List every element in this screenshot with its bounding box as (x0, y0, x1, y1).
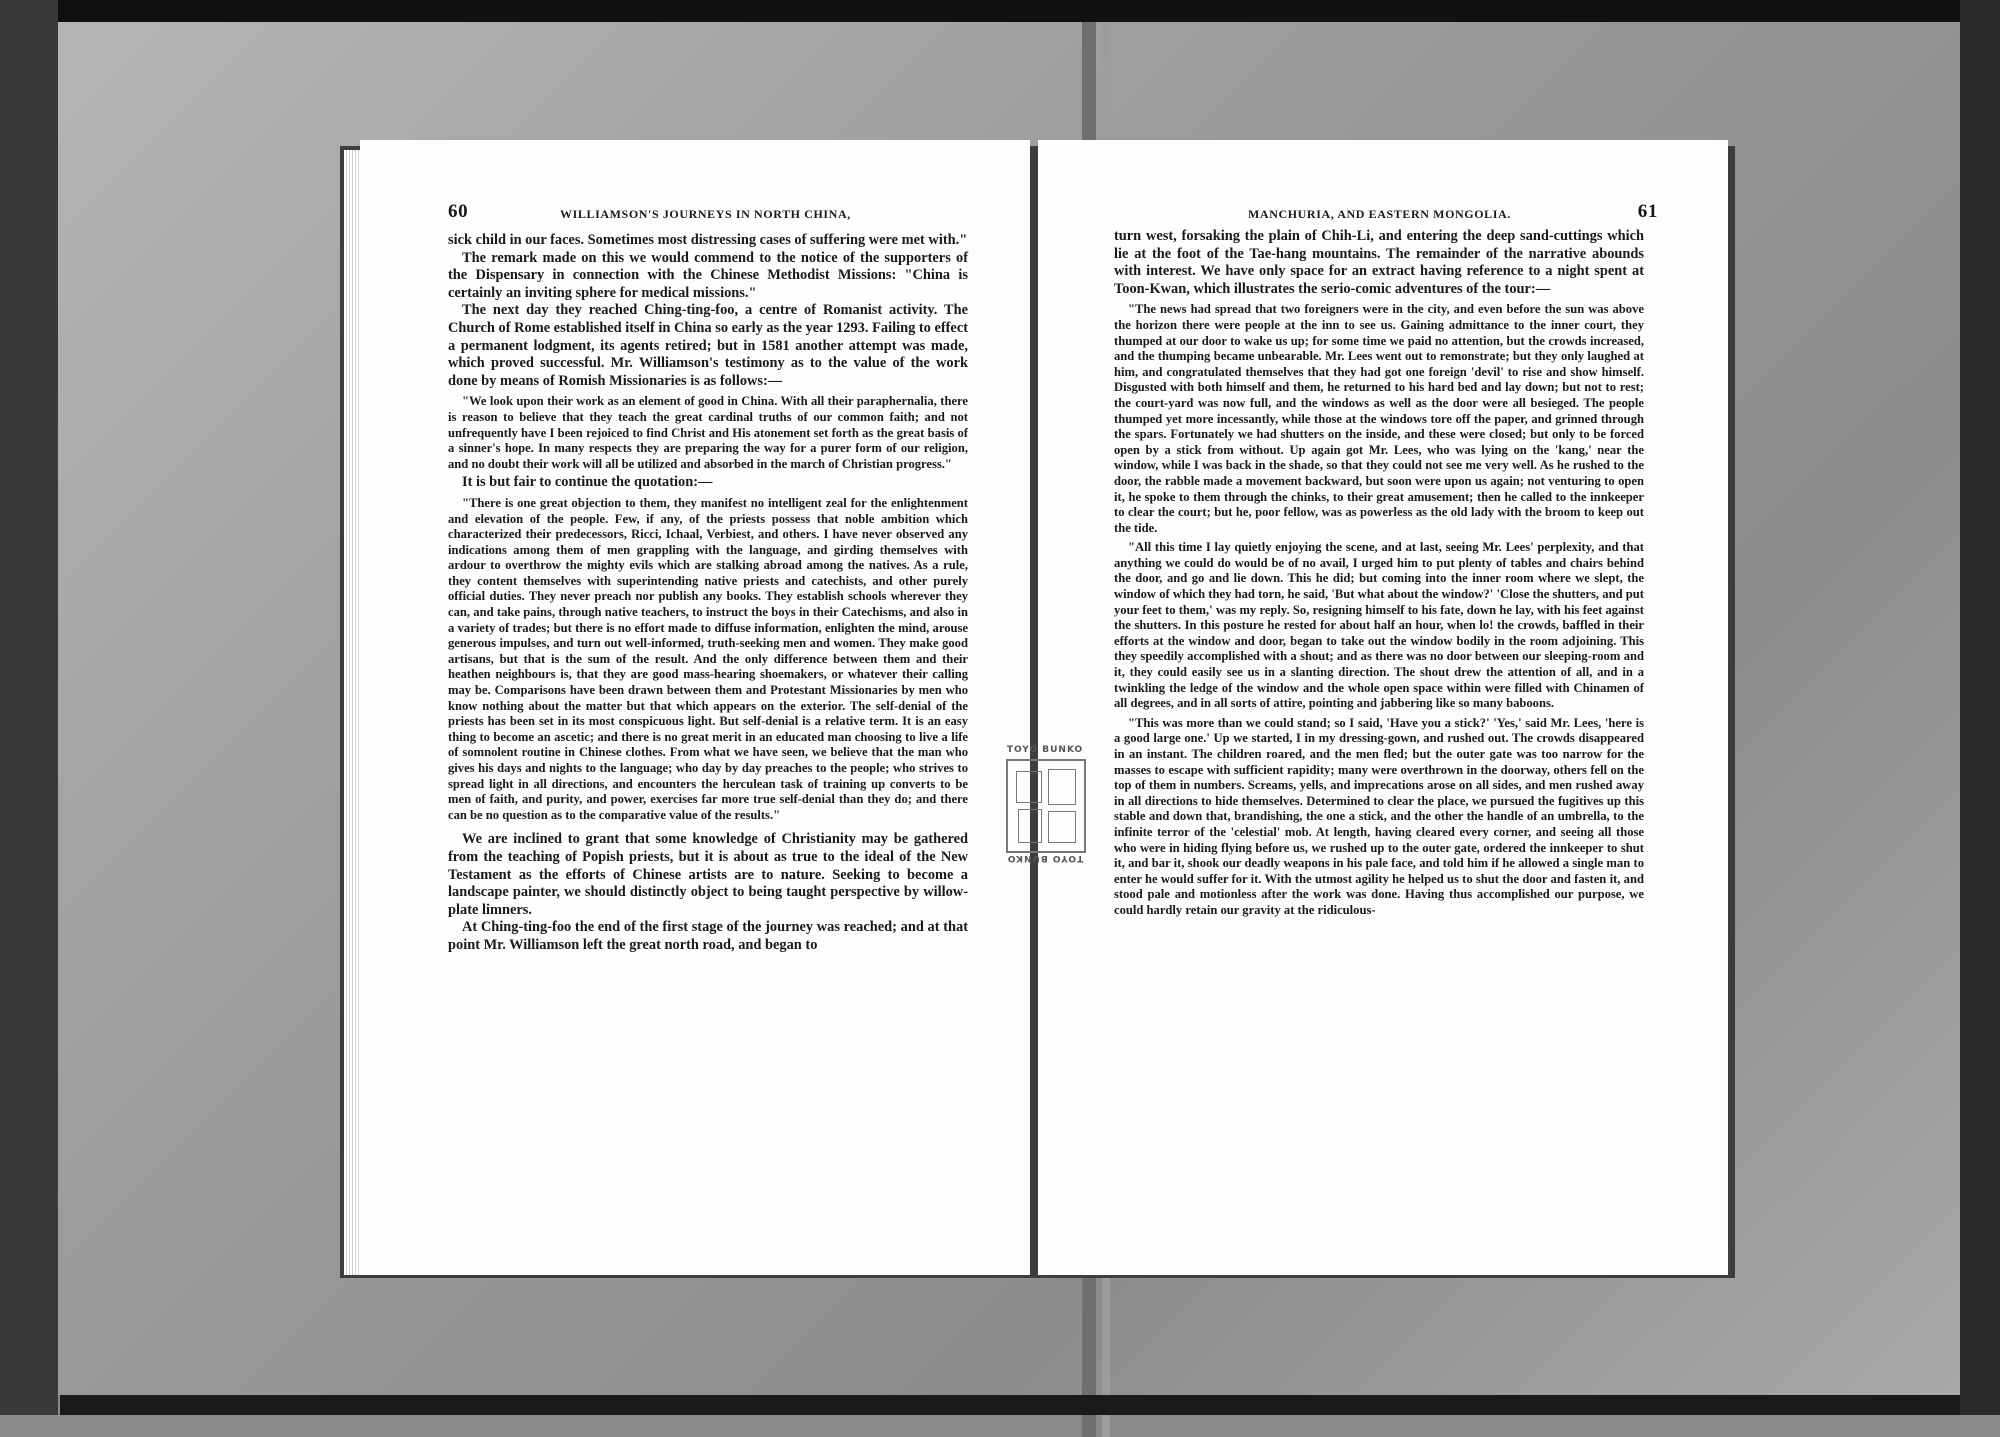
paragraph: It is but fair to continue the quotation:— (462, 474, 713, 491)
paragraph: The remark made on this we would commend to the notice of the supporters of the Dispensary in connection with the Chinese Methodist Missions: "China is certainly an inviting sphere for medical missions." (448, 249, 968, 301)
seal-glyph (1048, 769, 1076, 805)
paragraph: turn west, forsaking the plain of Chih-Li, and entering the deep sand-cuttings which lie at the foot of the Tae-hang mountains. The remainder of the narrative abounds with interest. We have only space for an extract having reference to a night spent at Toon-Kwan, which illustrates the serio-comic adventures of the tour:— (1114, 228, 1644, 297)
left-page (360, 140, 1030, 1275)
stamp-bottom-text: TOYO BUNKO (1006, 853, 1084, 863)
scanner-edge-right (1960, 0, 2000, 1415)
block-quote: "This was more than we could stand; so I said, 'Have you a stick?' 'Yes,' said Mr. Lees, 'here is a good large one.' Up we started, I in my dressing-gown, and rushed out. The crowds disappeared in an instant. The children roared, and the men fled; but the outer gate was too narrow for the masses to escape with sufficient rapidity; many were overthrown in the doorway, others fell on the top of them in numbers. Screams, yells, and imprecations arose on all sides, and men rushed away in all directions to hide themselves. Determined to clear the place, we pursued the fugitives up this stable and down that, brandishing, the one a stick, and the other the handle of an umbrella, to the infinite terror of the 'celestial' mob. At length, having cleared every corner, and seeing all those who were in hiding flying before us, we rushed up to the outer gate, ordered the innkeeper to shut it, and bar it, shook our deadly weapons in his pale face, and told him if he allowed a single man to enter he would suffer for it. With the utmost agility he helped us to shut the door and fasten it, and stood pale and motionless after the work was done. Having thus accomplished our purpose, we could hardly retain our gravity at the ridiculous- (1114, 715, 1644, 917)
right-running-head: MANCHURIA, AND EASTERN MONGOLIA. (1248, 207, 1511, 221)
stamp-seal-icon (1006, 759, 1086, 853)
block-quote: "All this time I lay quietly enjoying the scene, and at last, seeing Mr. Lees' perplexity, and that anything we could do would be of no avail, I urged him to put plenty of tables and chairs behind the door, and go and lie down. This he did; but coming into the inner room where we slept, the window of which they had torn, he said, 'But what about the window?' 'Close the shutters, and put your feet to them,' was my reply. So, resigning himself to his fate, down he lay, with his feet against the shutters. In this posture he rested for about half an hour, when lo! the crowds, baffled in their efforts at the window and door, began to take out the window bodily in the room adjoining. This they speedily accomplished with a shout; and as there was no door between our sleeping-room and it, they could easily see us in a slanting direction. The shout drew the attention of all, and in a twinkling the ledge of the window and the whole open space within were filled with Chinamen of all degrees, and in all sorts of attire, pointing and jabbering like so many baboons. (1114, 540, 1644, 711)
block-quote: "The news had spread that two foreigners were in the city, and even before the sun was above the horizon there were people at the inn to see us. Gaining admittance to the inner court, they thumped at our door to wake us up; for some time we paid no attention, but the crowds increased, and the thumping became unbearable. Mr. Lees went out to remonstrate; but they only laughed at him, and congratulated themselves that they had got one foreign 'devil' to rise and show himself. Disgusted with both himself and them, he returned to his hard bed and lay down; but not to rest; the court-yard was now full, and the windows as well as the door were all besieged. The people thumped yet more incessantly, while those at the windows tore off the paper, and grinned through the spars. Fortunately we had shutters on the inside, and these were closed; but only to be forced open by a stick from without. Up again got Mr. Lees, who was lying on the 'kang,' near the window, while I was back in the shade, so that they could not see me very well. As he rushed to the door, the rabble made a movement backward, but soon were upon us again; not venturing to open it, he spoke to them through the chinks, to their great amusement; then he called to the innkeeper to clear the court; but he, poor fellow, was as powerless as the old lady with the broom to keep out the tide. (1114, 302, 1644, 535)
right-page (1038, 140, 1728, 1275)
seal-glyph (1048, 811, 1076, 843)
block-quote: "There is one great objection to them, they manifest no intelligent zeal for the enlightenment and elevation of the people. Few, if any, of the priests possess that noble ambition which characterized their predecessors, Ricci, Ichaal, Verbiest, and others. I have never observed any indications among them of men grappling with the language, and girding themselves with ardour to overthrow the mighty evils which are stalking abroad among the natives. As a rule, they content themselves with superintending native priests and catechists, and other purely official duties. They never preach nor publish any books. They establish schools wherever they can, and take pains, through native teachers, to instruct the boys in their Catechisms, and also in a variety of trades; but there is no effort made to diffuse information, enlighten the mind, arouse generous impulses, and turn out well-informed, truth-seeking men and women. They make good artisans, but that is the sum of the result. And the only difference between them and their heathen neighbours is, that they are good mass-hearing shoemakers, or whatever their calling may be. Comparisons have been drawn between them and Protestant Missionaries by men who know nothing about the matter but that which appears on the exterior. The self-denial of the priests has been set in its most conspicuous light. But self-denial is a relative term. It is an easy thing to become an ascetic; and there is no great merit in an educated man choosing to live a life of somnolent routine in Chinese clothes. From what we have seen, we believe that the man who gives his days and nights to the language; who day by day preaches to the people; who strives to spread light in all directions, and encounters the herculean task of training up converts to be men of faith, and purity, and power, exercises far more true self-denial than they do; and there can be no question as to the comparative value of the results." (448, 495, 968, 822)
paragraph: We are inclined to grant that some knowledge of Christianity may be gathered from the teaching of Popish priests, but it is about as true to the ideal of the New Testament as the efforts of Chinese artists are to nature. Seeking to become a landscape painter, we should distinctly object to being taught perspective by willow-plate limners. (448, 831, 968, 918)
stamp-top-text: TOYO BUNKO (1006, 745, 1084, 755)
library-stamp (1000, 745, 1090, 865)
left-page-body (448, 232, 968, 955)
paragraph: At Ching-ting-foo the end of the first stage of the journey was reached; and at that point Mr. Williamson left the great north road, and began to (448, 919, 968, 953)
page-stack-edge (344, 150, 360, 1275)
seal-glyph (1016, 771, 1042, 803)
scanner-edge-bottom (60, 1395, 1960, 1415)
left-running-head: WILLIAMSON'S JOURNEYS IN NORTH CHINA, (560, 207, 851, 221)
scanner-edge-left (0, 0, 58, 1415)
right-page-number: 61 (1637, 201, 1658, 222)
scanner-edge-top (0, 0, 2000, 22)
block-quote: "We look upon their work as an element of good in China. With all their paraphernalia, there is reason to believe that they teach the great cardinal truths of our common faith; and not unfrequently have I been rejoiced to find Christ and His atonement set forth as the great basis of a sinner's hope. In many respects they are preparing the way for a purer form of our religion, and no doubt their work will all be utilized and absorbed in the march of Christian progress." (448, 394, 968, 471)
paragraph: The next day they reached Ching-ting-foo, a centre of Romanist activity. The Church of Rome established itself in China so early as the year 1293. Failing to effect a permanent lodgment, its agents retired; but in 1581 another attempt was made, which proved successful. Mr. Williamson's testimony as to the value of the work done by means of Romish Missionaries is as follows:— (448, 302, 968, 389)
right-page-body (1114, 228, 1644, 921)
seal-glyph (1018, 809, 1042, 843)
left-page-number: 60 (448, 201, 469, 222)
paragraph: sick child in our faces. Sometimes most distressing cases of suffering were met with." (448, 232, 968, 248)
right-page-header (1038, 201, 1728, 229)
left-page-header (360, 201, 1030, 229)
